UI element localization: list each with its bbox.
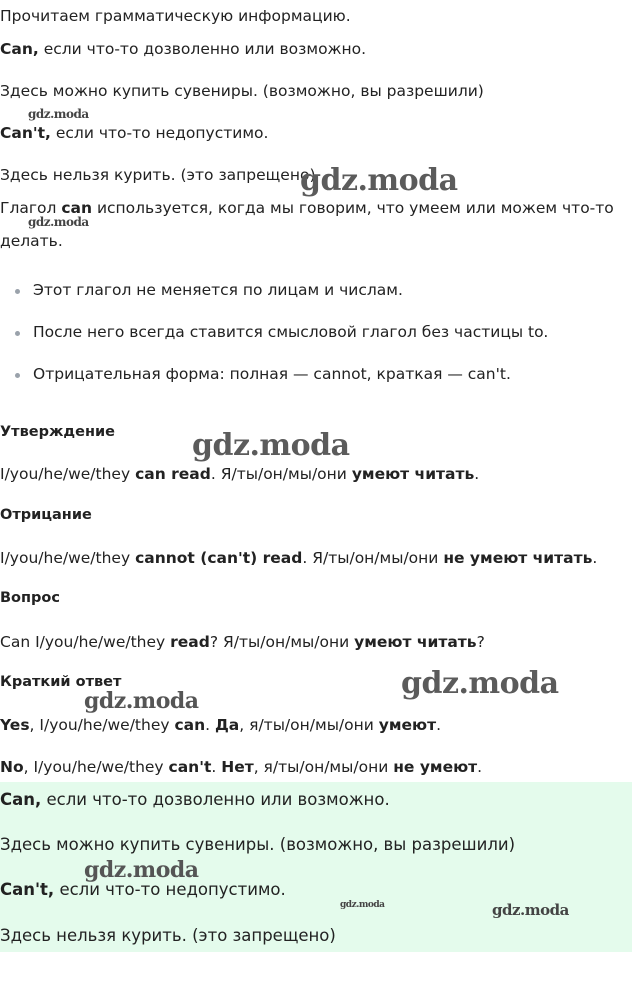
highlight-can-rule: [0, 790, 390, 810]
list-item: [0, 280, 548, 322]
translation-start: . Я/ты/он/мы/они: [302, 549, 444, 567]
pronouns: , I/you/he/we/they: [23, 758, 169, 776]
intro-text: Прочитаем грамматическую информацию.: [0, 7, 351, 25]
question-start: Can I/you/he/we/they: [0, 633, 171, 651]
bullet-icon: [15, 289, 20, 294]
watermark: gdz.moda: [300, 163, 458, 198]
translation: не умеют читать: [443, 549, 593, 567]
usage-text-b: используется, когда мы говорим, что умеем или можем что-то: [92, 199, 614, 217]
verb: can read: [135, 465, 211, 483]
usage-text-a: Глагол: [0, 199, 62, 217]
highlight-cant-example: Здесь нельзя курить. (это запрещено): [0, 926, 336, 945]
watermark: gdz.moda: [340, 900, 385, 910]
pronouns: I/you/he/we/they: [0, 465, 136, 483]
punct: ?: [476, 633, 485, 651]
can-rule: [0, 39, 366, 59]
short-answer-no: [0, 757, 482, 777]
punct: .: [477, 758, 483, 776]
punct: .: [592, 549, 598, 567]
translation-start: , я/ты/он/мы/они: [239, 716, 379, 734]
short-answer-heading: Краткий ответ: [0, 674, 122, 690]
bullet-icon: [15, 373, 20, 378]
highlight-can-example: Здесь можно купить сувениры. (возможно, вы разрешили): [0, 835, 516, 854]
question-heading: Вопрос: [0, 590, 60, 606]
translation: не умеют: [393, 758, 478, 776]
rule-text: После него всегда ставится смысловой глагол без частицы to.: [33, 323, 549, 341]
cant-rule-text: если что-то недопустимо.: [54, 880, 286, 899]
translation: умеют: [378, 716, 437, 734]
cant-rule-text: если что-то недопустимо.: [50, 124, 269, 142]
rule-text: Этот глагол не меняется по лицам и числам.: [33, 281, 403, 299]
bullet-icon: [15, 331, 20, 336]
translation-start: ? Я/ты/он/мы/они: [209, 633, 355, 651]
translation-start: , я/ты/он/мы/они: [253, 758, 394, 776]
watermark: gdz.moda: [84, 688, 199, 714]
affirmative-example: [0, 464, 479, 484]
can-rule-text: если что-то дозволенно или возможно.: [41, 790, 390, 809]
list-item: [0, 364, 548, 406]
rules-list: [0, 280, 548, 406]
affirmative-heading: Утверждение: [0, 424, 115, 440]
cant-example: Здесь нельзя курить. (это запрещено): [0, 166, 316, 184]
da-word: Да: [215, 716, 240, 734]
yes-word: Yes: [0, 716, 30, 734]
can-word: Can,: [0, 40, 39, 58]
pronouns: I/you/he/we/they: [0, 549, 136, 567]
translation: умеют читать: [351, 465, 475, 483]
highlight-cant-rule: [0, 880, 286, 900]
no-word: No: [0, 758, 24, 776]
verb: read: [170, 633, 210, 651]
question-example: [0, 632, 485, 652]
watermark: gdz.moda: [28, 215, 89, 229]
translation: умеют читать: [354, 633, 477, 651]
watermark: gdz.moda: [401, 666, 559, 701]
pronouns: , I/you/he/we/they: [29, 716, 175, 734]
can-rule-text: если что-то дозволенно или возможно.: [38, 40, 367, 58]
punct: .: [436, 716, 442, 734]
can-example: Здесь можно купить сувениры. (возможно, вы разрешили): [0, 82, 484, 100]
negative-example: [0, 548, 597, 568]
watermark: gdz.moda: [84, 857, 199, 883]
translation-start: . Я/ты/он/мы/они: [210, 465, 352, 483]
punct: .: [211, 758, 222, 776]
cant-word: Can't,: [0, 124, 51, 142]
cant-rule: [0, 123, 268, 143]
verb: can't: [168, 758, 212, 776]
watermark: gdz.moda: [492, 901, 569, 919]
watermark: gdz.moda: [28, 107, 89, 121]
short-answer-yes: [0, 715, 441, 735]
punct: .: [474, 465, 480, 483]
usage-can: can: [61, 199, 93, 217]
punct: .: [205, 716, 215, 734]
usage-line-1: [0, 198, 614, 218]
can-word: Can,: [0, 790, 42, 809]
cant-word: Can't,: [0, 880, 55, 899]
watermark: gdz.moda: [192, 428, 350, 463]
usage-line-2: делать.: [0, 232, 63, 250]
list-item: [0, 322, 548, 364]
net-word: Нет: [221, 758, 254, 776]
rule-text: Отрицательная форма: полная — cannot, краткая — can't.: [33, 365, 511, 383]
verb: cannot (can't) read: [135, 549, 303, 567]
verb: can: [174, 716, 206, 734]
negative-heading: Отрицание: [0, 507, 92, 523]
